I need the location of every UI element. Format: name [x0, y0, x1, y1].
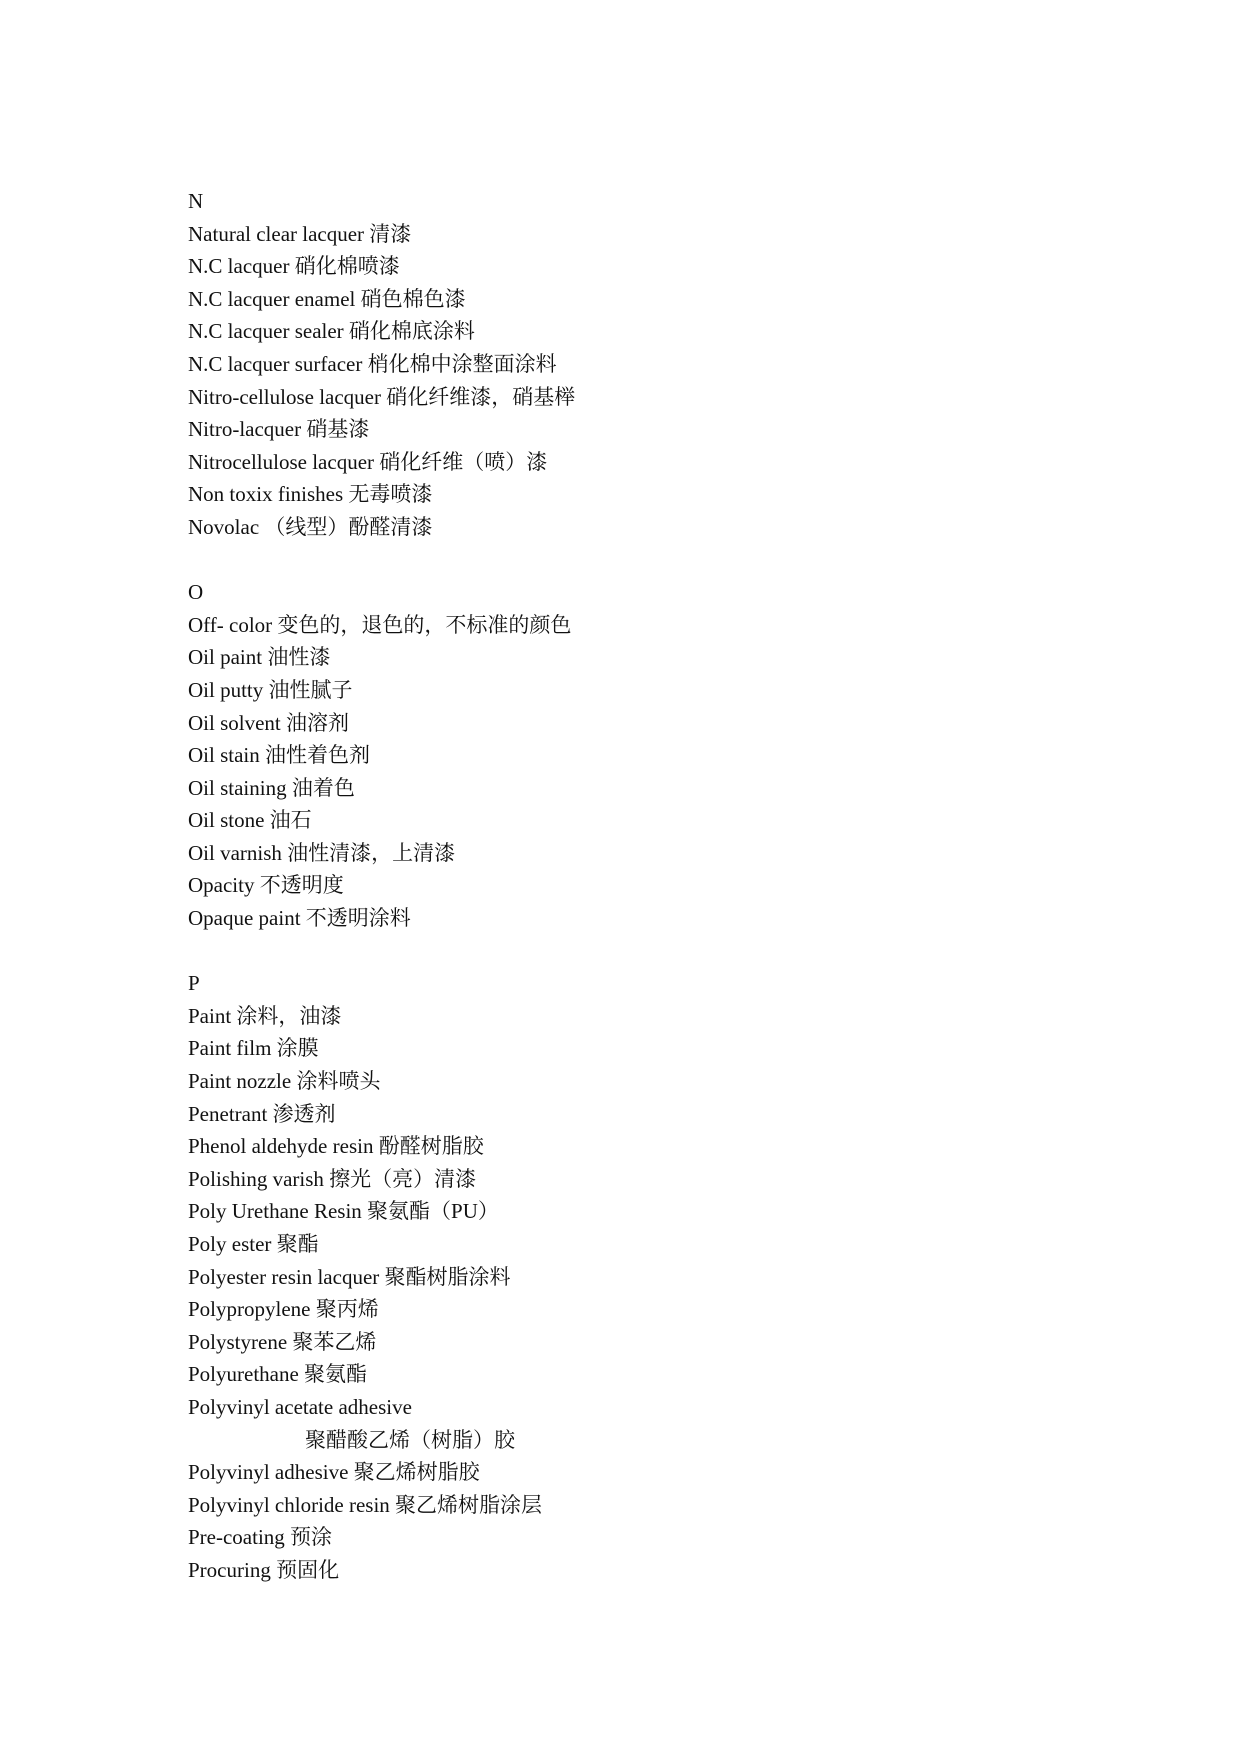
glossary-entry: Paint 涂料，油漆 [188, 1003, 342, 1028]
glossary-entry: Nitrocellulose lacquer 硝化纤维（喷）漆 [188, 449, 548, 474]
section-spacer [188, 935, 1168, 968]
glossary-entry: Nitro-cellulose lacquer 硝化纤维漆，硝基榉 [188, 384, 576, 409]
glossary-entry: Oil staining 油着色 [188, 775, 355, 800]
section-letter: P [188, 971, 200, 996]
glossary-entry: Polishing varish 擦光（亮）清漆 [188, 1166, 477, 1191]
glossary-entry: Oil paint 油性漆 [188, 645, 331, 670]
glossary-entry: Phenol aldehyde resin 酚醛树脂胶 [188, 1134, 484, 1159]
glossary-entry: Polyester resin lacquer 聚酯树脂涂料 [188, 1264, 511, 1289]
glossary-entry: Natural clear lacquer 清漆 [188, 221, 412, 246]
glossary-entry: Oil putty 油性腻子 [188, 677, 353, 702]
glossary-entry: Penetrant 渗透剂 [188, 1101, 336, 1126]
glossary-page [188, 185, 1168, 1587]
glossary-entry: Oil solvent 油溶剂 [188, 710, 349, 735]
glossary-entry: Off- color 变色的，退色的，不标准的颜色 [188, 612, 572, 637]
section-o [188, 576, 1168, 935]
glossary-entry: Polyvinyl acetate adhesive [188, 1394, 412, 1419]
glossary-entry: Novolac （线型）酚醛清漆 [188, 514, 433, 539]
glossary-entry: Non toxix finishes 无毒喷漆 [188, 482, 433, 507]
section-letter: O [188, 580, 204, 605]
glossary-entry: Poly ester 聚酯 [188, 1232, 319, 1256]
glossary-entry: Poly Urethane Resin 聚氨酯（PU） [188, 1199, 499, 1224]
glossary-entry: Nitro-lacquer 硝基漆 [188, 417, 370, 442]
section-n [188, 185, 1168, 544]
section-letter: N [188, 189, 204, 213]
glossary-entry: Opacity 不透明度 [188, 873, 344, 898]
glossary-entry: Oil stone 油石 [188, 808, 312, 833]
glossary-entry-continuation: 聚醋酸乙烯（树脂）胶 [305, 1427, 515, 1452]
glossary-entry: Polypropylene 聚丙烯 [188, 1297, 379, 1322]
glossary-entry: Procuring 预固化 [188, 1557, 340, 1582]
glossary-entry: N.C lacquer enamel 硝色棉色漆 [188, 286, 466, 311]
section-spacer [188, 544, 1168, 577]
glossary-entry: Oil varnish 油性清漆，上清漆 [188, 840, 456, 865]
glossary-entry: Polyurethane 聚氨酯 [188, 1362, 368, 1387]
section-p [188, 967, 1168, 1586]
glossary-entry: N.C lacquer 硝化棉喷漆 [188, 254, 400, 279]
glossary-entry: Polyvinyl chloride resin 聚乙烯树脂涂层 [188, 1492, 543, 1517]
glossary-entry: Paint film 涂膜 [188, 1036, 319, 1061]
glossary-entry: Opaque paint 不透明涂料 [188, 906, 411, 931]
glossary-entry: Oil stain 油性着色剂 [188, 743, 370, 768]
glossary-entry: N.C lacquer surfacer 梢化棉中涂整面涂料 [188, 351, 557, 376]
glossary-entry: Polystyrene 聚苯乙烯 [188, 1329, 377, 1354]
glossary-entry: Polyvinyl adhesive 聚乙烯树脂胶 [188, 1460, 480, 1485]
glossary-entry: Paint nozzle 涂料喷头 [188, 1069, 381, 1094]
glossary-entry: N.C lacquer sealer 硝化棉底涂料 [188, 319, 475, 344]
glossary-entry: Pre-coating 预涂 [188, 1525, 333, 1550]
